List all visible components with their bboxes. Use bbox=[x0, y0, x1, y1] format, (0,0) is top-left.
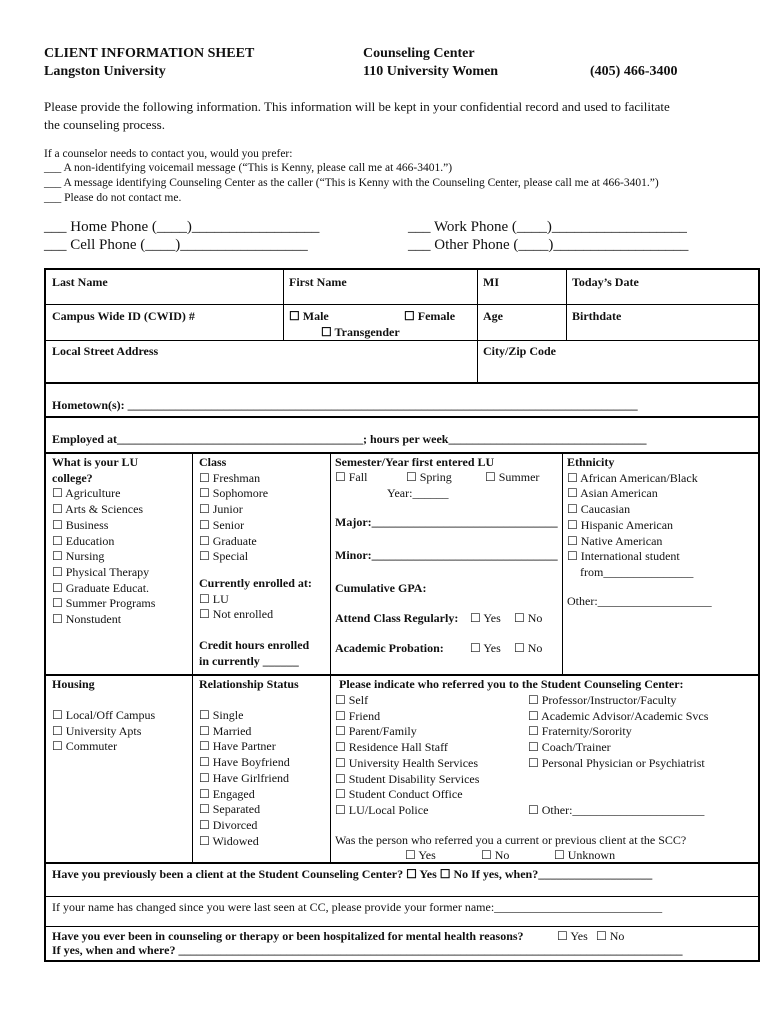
college-section bbox=[52, 455, 155, 628]
probation-no-checkbox[interactable]: ☐ No bbox=[514, 641, 543, 655]
college-option[interactable]: ☐ Nonstudent bbox=[52, 612, 122, 627]
former-name-field[interactable]: If your name has changed since you were last seen at CC, please provide your former name:____________________________ bbox=[52, 900, 663, 914]
ethnicity-from-field[interactable]: from_______________ bbox=[580, 564, 694, 579]
transgender-checkbox[interactable]: ☐ Transgender bbox=[321, 325, 400, 339]
college-heading-1: What is your LU bbox=[52, 455, 139, 469]
class-heading: Class bbox=[199, 455, 227, 469]
other-phone-field[interactable]: ___ Other Phone (____)__________________ bbox=[408, 237, 689, 253]
probation-label: Academic Probation: bbox=[335, 641, 444, 655]
relationship-option[interactable]: ☐ Single bbox=[199, 708, 244, 722]
attend-no-checkbox[interactable]: ☐ No bbox=[514, 611, 543, 625]
class-option[interactable]: ☐ Sophomore bbox=[199, 486, 269, 501]
enrolled-section bbox=[199, 576, 312, 623]
semester-year-field[interactable]: Year:______ bbox=[387, 486, 449, 500]
class-option[interactable]: ☐ Junior bbox=[199, 502, 243, 517]
relationship-option[interactable]: ☐ Have Partner bbox=[199, 739, 276, 754]
relationship-option[interactable]: ☐ Separated bbox=[199, 802, 261, 817]
cwid-field[interactable]: Campus Wide ID (CWID) # bbox=[52, 309, 195, 323]
referral-option[interactable]: ☐ Coach/Trainer bbox=[528, 740, 611, 755]
minor-field[interactable]: Minor:_______________________________ bbox=[335, 548, 558, 562]
age-field[interactable]: Age bbox=[483, 309, 503, 323]
center-phone: (405) 466-3400 bbox=[590, 64, 678, 79]
center-name: Counseling Center bbox=[363, 46, 475, 61]
class-option[interactable]: ☐ Senior bbox=[199, 517, 245, 532]
referral-other-field[interactable]: ☐ Other:______________________ bbox=[528, 803, 705, 817]
counseling-question: Have you ever been in counseling or therapy or been hospitalized for mental health reasons? bbox=[52, 929, 524, 943]
referral-option[interactable]: ☐ Residence Hall Staff bbox=[335, 740, 448, 755]
college-heading-2: college? bbox=[52, 470, 93, 485]
credit-hours-label-1: Credit hours enrolled bbox=[199, 638, 310, 652]
referral-option[interactable]: ☐ Student Conduct Office bbox=[335, 787, 463, 802]
referral-option[interactable]: ☐ Professor/Instructor/Faculty bbox=[528, 693, 677, 707]
contact-option-none[interactable]: ___ Please do not contact me. bbox=[44, 192, 182, 204]
semester-heading: Semester/Year first entered LU bbox=[335, 455, 495, 469]
referral-client-unknown[interactable]: ☐ Unknown bbox=[554, 848, 616, 862]
relationship-option[interactable]: ☐ Widowed bbox=[199, 833, 259, 848]
referral-option[interactable]: ☐ Personal Physician or Psychiatrist bbox=[528, 755, 705, 770]
university-name: Langston University bbox=[44, 64, 166, 79]
employed-field[interactable]: Employed at_________________________________________; hours per week_________________________________ bbox=[52, 432, 647, 446]
referral-option[interactable]: ☐ Self bbox=[335, 693, 369, 707]
ethnicity-option[interactable]: ☐ Native American bbox=[567, 533, 663, 548]
housing-option[interactable]: ☐ Commuter bbox=[52, 739, 118, 754]
relationship-option[interactable]: ☐ Engaged bbox=[199, 786, 255, 801]
referral-option[interactable]: ☐ University Health Services bbox=[335, 755, 479, 770]
referral-client-yes[interactable]: ☐ Yes bbox=[405, 848, 436, 862]
college-option[interactable]: ☐ Arts & Sciences bbox=[52, 502, 144, 517]
credit-hours-label-2: in currently ______ bbox=[199, 653, 299, 668]
ethnicity-option[interactable]: ☐ African American/Black bbox=[567, 470, 698, 485]
enrolled-option-not[interactable]: ☐ Not enrolled bbox=[199, 607, 274, 622]
enrolled-option-lu[interactable]: ☐ LU bbox=[199, 591, 229, 606]
college-option[interactable]: ☐ Summer Programs bbox=[52, 596, 156, 611]
birthdate-field[interactable]: Birthdate bbox=[572, 309, 622, 323]
college-option[interactable]: ☐ Graduate Educat. bbox=[52, 580, 150, 595]
major-field[interactable]: Major:_______________________________ bbox=[335, 515, 558, 529]
relationship-option[interactable]: ☐ Divorced bbox=[199, 817, 258, 832]
enrolled-heading: Currently enrolled at: bbox=[199, 576, 312, 590]
city-zip-field[interactable]: City/Zip Code bbox=[483, 344, 557, 358]
college-option[interactable]: ☐ Business bbox=[52, 517, 109, 532]
semester-summer-checkbox[interactable]: ☐ Summer bbox=[485, 470, 540, 484]
college-option[interactable]: ☐ Nursing bbox=[52, 549, 105, 564]
referral-option[interactable]: ☐ Student Disability Services bbox=[335, 771, 480, 786]
relationship-option[interactable]: ☐ Have Boyfriend bbox=[199, 755, 290, 770]
ethnicity-heading: Ethnicity bbox=[567, 455, 615, 469]
contact-option-voicemail[interactable]: ___ A non-identifying voicemail message (“This is Kenny, please call me at 466-3401.”) bbox=[44, 162, 453, 174]
counseling-yes-checkbox[interactable]: ☐ Yes bbox=[557, 929, 588, 943]
center-address: 110 University Women bbox=[363, 64, 499, 79]
referral-option[interactable]: ☐ Friend bbox=[335, 708, 381, 723]
previous-client-question[interactable]: Have you previously been a client at the Student Counseling Center? ☐ Yes ☐ No If yes, when?___________________ bbox=[52, 867, 653, 881]
home-phone-field[interactable]: ___ Home Phone (____)_________________ bbox=[44, 219, 320, 235]
cell-phone-field[interactable]: ___ Cell Phone (____)_________________ bbox=[44, 237, 308, 253]
work-phone-field[interactable]: ___ Work Phone (____)__________________ bbox=[408, 219, 687, 235]
intro-line-2: the counseling process. bbox=[44, 117, 165, 132]
last-name-field[interactable]: Last Name bbox=[52, 275, 108, 289]
credit-hours-field[interactable] bbox=[199, 638, 309, 669]
attend-yes-checkbox[interactable]: ☐ Yes bbox=[470, 611, 501, 625]
contact-option-identify[interactable]: ___ A message identifying Counseling Center as the caller (“This is Kenny with the Counseling Center, please call me at 466-3401.”) bbox=[44, 177, 659, 189]
referral-right-options bbox=[528, 693, 708, 772]
probation-yes-checkbox[interactable]: ☐ Yes bbox=[470, 641, 501, 655]
housing-option[interactable]: ☐ University Apts bbox=[52, 723, 142, 738]
housing-heading: Housing bbox=[52, 677, 95, 691]
gpa-field[interactable]: Cumulative GPA: bbox=[335, 581, 427, 595]
referral-option[interactable]: ☐ Academic Advisor/Academic Svcs bbox=[528, 708, 709, 723]
female-checkbox[interactable]: ☐ Female bbox=[404, 309, 456, 323]
male-checkbox[interactable]: ☐ Male bbox=[289, 309, 329, 323]
housing-options bbox=[52, 708, 155, 755]
class-option[interactable]: ☐ Graduate bbox=[199, 533, 257, 548]
ethnicity-option[interactable]: ☐ Caucasian bbox=[567, 502, 631, 517]
class-section bbox=[199, 455, 268, 565]
relationship-option[interactable]: ☐ Have Girlfriend bbox=[199, 770, 290, 785]
counseling-no-checkbox[interactable]: ☐ No bbox=[596, 929, 625, 943]
contact-question: If a counselor needs to contact you, would you prefer: bbox=[44, 148, 293, 160]
relationship-heading: Relationship Status bbox=[199, 677, 299, 691]
referral-option[interactable]: ☐ LU/Local Police bbox=[335, 802, 429, 817]
college-option[interactable]: ☐ Education bbox=[52, 533, 115, 548]
referral-question: Was the person who referred you a current or previous client at the SCC? bbox=[335, 833, 687, 847]
referral-option[interactable]: ☐ Fraternity/Sorority bbox=[528, 724, 632, 739]
semester-spring-checkbox[interactable]: ☐ Spring bbox=[406, 470, 452, 484]
ethnicity-option[interactable]: ☐ International student bbox=[567, 549, 680, 564]
college-option[interactable]: ☐ Agriculture bbox=[52, 486, 121, 501]
relationship-option[interactable]: ☐ Married bbox=[199, 723, 252, 738]
semester-fall-checkbox[interactable]: ☐ Fall bbox=[335, 470, 368, 484]
hometown-field[interactable]: Hometown(s): _____________________________________________________________________________________ bbox=[52, 398, 638, 412]
relationship-options bbox=[199, 708, 290, 849]
referral-left-options bbox=[335, 693, 479, 819]
ethnicity-section bbox=[567, 455, 698, 581]
street-address-field[interactable]: Local Street Address bbox=[52, 344, 159, 358]
todays-date-field[interactable]: Today’s Date bbox=[572, 275, 639, 289]
referral-heading: Please indicate who referred you to the Student Counseling Center: bbox=[339, 677, 684, 691]
ethnicity-other-field[interactable]: Other:___________________ bbox=[567, 594, 712, 608]
form-title: CLIENT INFORMATION SHEET bbox=[44, 46, 255, 61]
mi-field[interactable]: MI bbox=[483, 275, 499, 289]
class-option[interactable]: ☐ Special bbox=[199, 549, 249, 564]
attend-label: Attend Class Regularly: bbox=[335, 611, 459, 625]
intro-line-1: Please provide the following information. This information will be kept in your confidential record and used to facilitate bbox=[44, 99, 670, 114]
referral-option[interactable]: ☐ Parent/Family bbox=[335, 724, 417, 739]
ethnicity-option[interactable]: ☐ Hispanic American bbox=[567, 517, 674, 532]
first-name-field[interactable]: First Name bbox=[289, 275, 347, 289]
housing-option[interactable]: ☐ Local/Off Campus bbox=[52, 708, 156, 722]
class-option[interactable]: ☐ Freshman bbox=[199, 470, 261, 485]
ethnicity-option[interactable]: ☐ Asian American bbox=[567, 486, 658, 501]
college-option[interactable]: ☐ Physical Therapy bbox=[52, 564, 150, 579]
when-where-field[interactable]: If yes, when and where? ____________________________________________________________________________________ bbox=[52, 943, 683, 957]
referral-client-no[interactable]: ☐ No bbox=[481, 848, 510, 862]
